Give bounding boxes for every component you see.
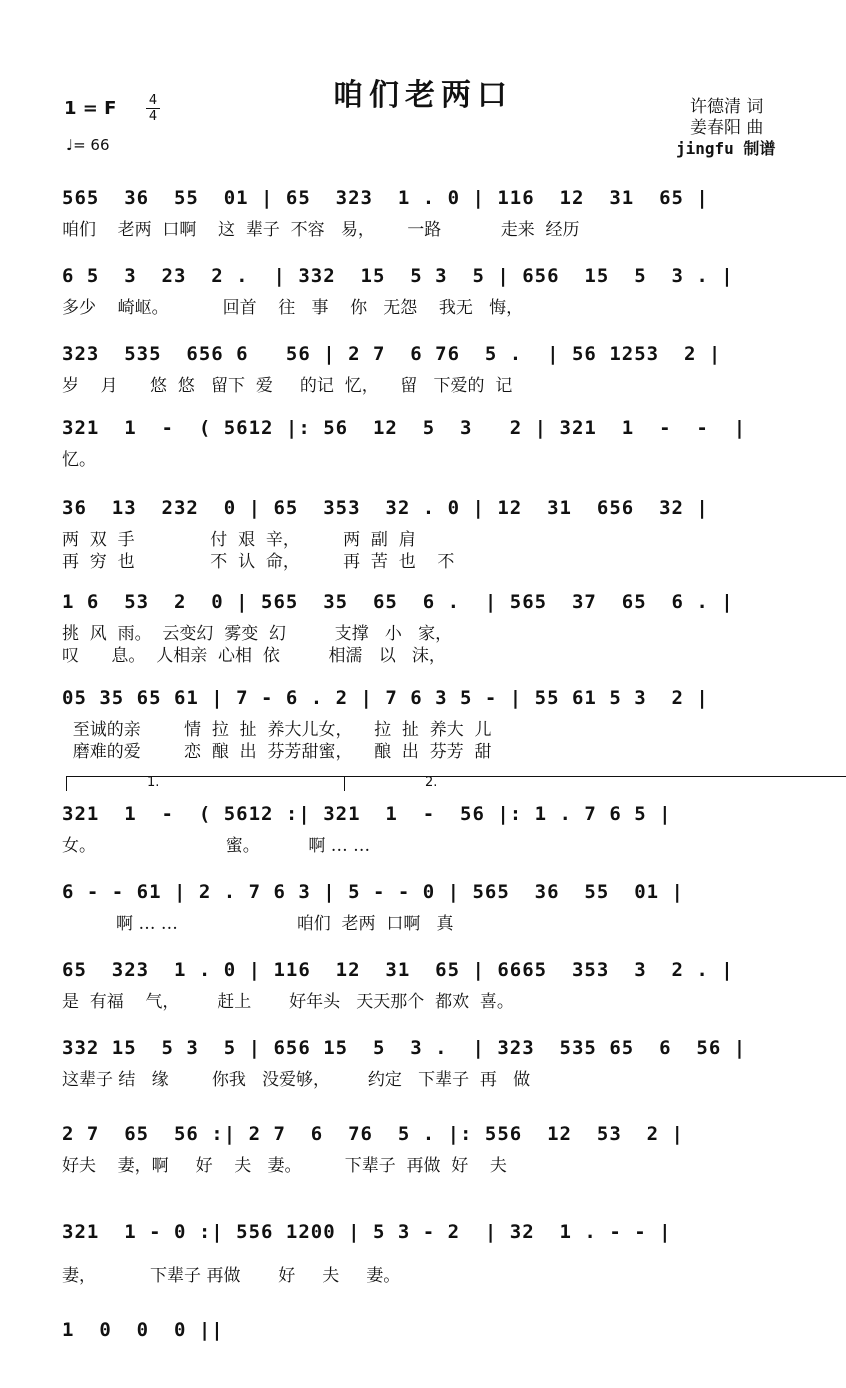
transcriber-credit: jingfu 制谱: [676, 139, 776, 158]
score-system: [62, 1120, 790, 1192]
lyric-line-verse-2: 再 穷 也 不 认 命， 再 苦 也 不: [62, 552, 455, 572]
lyric-line: 忆。: [62, 450, 96, 470]
notation-line: 1 0 0 0 ||: [62, 1319, 224, 1341]
volta-second-ending: 2.: [344, 776, 846, 791]
notation-line: 36 13 232 0 | 65 353 32 . 0 | 12 31 656 32 |: [62, 497, 709, 519]
time-sig-top: 4: [148, 93, 158, 108]
volta-first-ending: 1.: [66, 776, 413, 791]
score-system: [62, 1316, 790, 1388]
notation-line: 6 - - 61 | 2 . 7 6 3 | 5 - - 0 | 565 36 55 01 |: [62, 881, 684, 903]
lyric-line-verse-2: 叹 息。 人相亲 心相 依 相濡 以 沫，: [62, 646, 446, 666]
score-system: [62, 775, 790, 872]
notation-line: 321 1 - 0 :| 556 1200 | 5 3 - 2 | 32 1 . - - |: [62, 1221, 672, 1243]
notation-line: 321 1 - ( 5612 :| 321 1 - 56 |: 1 . 7 6 5 |: [62, 803, 672, 825]
lyric-line: 岁 月 悠 悠 留下 爱 的记 忆， 留 下爱的 记: [62, 376, 513, 396]
lyric-line: 好夫 妻，啊 好 夫 妻。 下辈子 再做 好 夫: [62, 1156, 507, 1176]
lyric-line: 啊 … … 咱们 老两 口啊 真: [62, 914, 454, 934]
notation-line: 321 1 - ( 5612 |: 56 12 5 3 2 | 321 1 - - |: [62, 417, 747, 439]
lyric-line-verse-1: 两 双 手 付 艰 辛， 两 副 肩: [62, 530, 416, 550]
notation-line: 565 36 55 01 | 65 323 1 . 0 | 116 12 31 65 |: [62, 187, 709, 209]
lyric-line: 妻， 下辈子 再做 好 夫 妻。: [62, 1266, 401, 1286]
score-system: [62, 684, 790, 762]
lyric-line: 多少 崎岖。 回首 往 事 你 无怨 我无 悔，: [62, 298, 524, 318]
composer-credit: 姜春阳 曲: [690, 118, 764, 138]
score-system: [62, 588, 790, 666]
notation-line: 1 6 53 2 0 | 565 35 65 6 . | 565 37 65 6 . |: [62, 591, 734, 613]
lyricist-credit: 许德清 词: [690, 97, 764, 117]
lyric-line: 咱们 老两 口啊 这 辈子 不容 易， 一路 走来 经历: [62, 220, 580, 240]
notation-line: 6 5 3 23 2 . | 332 15 5 3 5 | 656 15 5 3 . |: [62, 265, 734, 287]
lyric-line: 女。 蜜。 啊 … …: [62, 836, 371, 856]
notation-line: 2 7 65 56 :| 2 7 6 76 5 . |: 556 12 53 2 |: [62, 1123, 684, 1145]
score-system: [62, 184, 790, 256]
key-signature: 1 = F: [64, 98, 117, 119]
score-system: [62, 956, 790, 1028]
score-system: [62, 262, 790, 334]
lyric-line-verse-1: 至诚的亲 情 拉 扯 养大儿女， 拉 扯 养大 儿: [62, 720, 492, 740]
lyric-line-verse-2: 磨难的爱 恋 酿 出 芬芳甜蜜， 酿 出 芬芳 甜: [62, 742, 492, 762]
notation-line: 323 535 656 6 56 | 2 7 6 76 5 . | 56 1253 2 |: [62, 343, 722, 365]
lyric-line: 是 有福 气， 赶上 好年头 天天那个 都欢 喜。: [62, 992, 514, 1012]
time-signature: [146, 94, 160, 123]
lyric-line-verse-1: 挑 风 雨。 云变幻 雾变 幻 支撑 小 家，: [62, 624, 453, 644]
tempo-marking: ♩= 66: [66, 136, 110, 154]
score-system: [62, 1034, 790, 1106]
song-title: 咱们老两口: [333, 78, 513, 113]
notation-line: 05 35 65 61 | 7 - 6 . 2 | 7 6 3 5 - | 55 61 5 3 2 |: [62, 687, 709, 709]
score-system: [62, 340, 790, 412]
time-sig-bottom: 4: [148, 109, 158, 124]
score-system: [62, 1218, 790, 1290]
score-system: [62, 494, 790, 572]
score-system: [62, 878, 790, 950]
lyric-line: 这辈子 结 缘 你我 没爱够， 约定 下辈子 再 做: [62, 1070, 531, 1090]
notation-line: 65 323 1 . 0 | 116 12 31 65 | 6665 353 3 2 . |: [62, 959, 734, 981]
score-system: [62, 414, 790, 486]
notation-line: 332 15 5 3 5 | 656 15 5 3 . | 323 535 65 6 56 |: [62, 1037, 747, 1059]
